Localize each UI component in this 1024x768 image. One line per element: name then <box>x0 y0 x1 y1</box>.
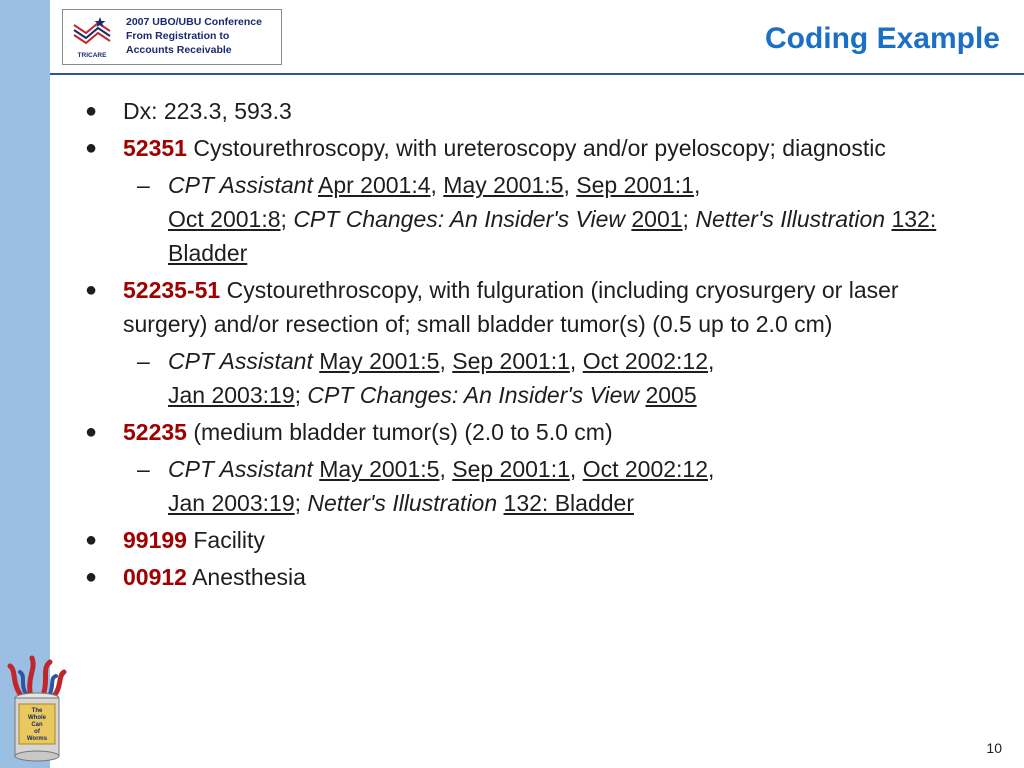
reference-link[interactable]: May 2001:5 <box>319 348 440 374</box>
left-sidebar-band <box>0 0 50 768</box>
cpt-assistant-label: CPT Assistant <box>168 172 313 198</box>
tricare-emblem-icon <box>68 13 116 61</box>
reference-link[interactable]: Sep 2001:1 <box>452 456 570 482</box>
reference-link[interactable]: 2005 <box>645 382 697 408</box>
bullet-item-52235-51 <box>85 273 955 341</box>
bullet-text: Cystourethroscopy, with fulguration (including cryosurgery or laser surgery) and/or resection of; small bladder tumor(s) (0.5 up to 2.0 cm) <box>123 277 899 337</box>
slide-title: Coding Example <box>764 22 1000 55</box>
logo-line-1: 2007 UBO/UBU Conference <box>126 16 262 28</box>
logo-line-2: From Registration to <box>126 30 230 42</box>
emblem-text: TRICARE <box>77 52 107 59</box>
reference-item-52235: – CPT Assistant May 2001:5, Sep 2001:1, Oct 2002:12, Jan 2003:19; Netter's Illustration 132: Bladder <box>85 452 955 520</box>
cpt-code: 52235 <box>123 419 187 445</box>
bullet-dot-icon: ● <box>85 566 98 588</box>
title-divider <box>50 73 1024 75</box>
mascot-text-5: Worms <box>26 736 48 742</box>
reference-link[interactable]: 132: Bladder <box>503 490 634 516</box>
bullet-text: Dx: 223.3, 593.3 <box>123 98 292 124</box>
reference-link[interactable]: 2001 <box>631 206 683 232</box>
bullet-text: (medium bladder tumor(s) (2.0 to 5.0 cm) <box>186 419 613 445</box>
bullet-dot-icon: ● <box>85 529 98 551</box>
page-number: 10 <box>986 740 1002 756</box>
dash-marker: – <box>137 348 150 374</box>
cpt-code: 00912 <box>123 564 187 590</box>
slide-content <box>85 94 955 597</box>
cpt-assistant-label: CPT Assistant <box>168 456 313 482</box>
cpt-assistant-label: CPT Assistant <box>168 348 313 374</box>
bullet-item-52235 <box>85 415 955 449</box>
cpt-code: 99199 <box>123 527 187 553</box>
bullet-item-99199 <box>85 523 955 557</box>
mascot-text-2: Whole <box>28 715 46 721</box>
reference-link[interactable]: 132: Bladder <box>168 206 937 266</box>
logo-line-3: Accounts Receivable <box>126 44 232 56</box>
netter-label: Netter's Illustration <box>695 206 886 232</box>
reference-link[interactable]: Apr 2001:4 <box>317 172 431 198</box>
bullet-dot-icon: ● <box>85 100 98 122</box>
reference-link[interactable]: Oct 2002:12 <box>582 456 708 482</box>
can-of-worms-icon <box>6 654 68 762</box>
bullet-text: Cystourethroscopy, with ureteroscopy and/or pyeloscopy; diagnostic <box>186 135 886 161</box>
bullet-item-dx <box>85 94 955 128</box>
bullet-text: Facility <box>186 527 265 553</box>
mascot-text-3: Can <box>31 722 43 728</box>
netter-label: Netter's Illustration <box>307 490 498 516</box>
bullet-item-00912 <box>85 560 955 594</box>
reference-link[interactable]: May 2001:5 <box>443 172 564 198</box>
cpt-code: 52235-51 <box>123 277 221 303</box>
reference-link[interactable]: May 2001:5 <box>319 456 440 482</box>
reference-link[interactable]: Sep 2001:1 <box>576 172 694 198</box>
bullet-text: Anesthesia <box>186 564 306 590</box>
cpt-code: 52351 <box>123 135 187 161</box>
bullet-dot-icon: ● <box>85 279 98 301</box>
bullet-dot-icon: ● <box>85 421 98 443</box>
reference-link[interactable]: Sep 2001:1 <box>452 348 570 374</box>
logo-text <box>126 15 262 57</box>
mascot-text-1: The <box>31 708 43 714</box>
bullet-item-52351 <box>85 131 955 165</box>
reference-link[interactable]: Jan 2003:19 <box>168 382 295 408</box>
cpt-changes-label: CPT Changes: An Insider's View <box>293 206 625 232</box>
reference-link[interactable]: Jan 2003:19 <box>168 490 295 516</box>
reference-link[interactable]: Oct 2001:8 <box>168 206 281 232</box>
reference-item-52351: – CPT Assistant Apr 2001:4, May 2001:5, Sep 2001:1, Oct 2001:8; CPT Changes: An Insider's View 2001; Netter's Illustration 132: Bladder <box>85 168 955 270</box>
dash-marker: – <box>137 172 150 198</box>
cpt-changes-label: CPT Changes: An Insider's View <box>307 382 640 408</box>
mascot-text-4: of <box>34 729 40 735</box>
reference-link[interactable]: Oct 2002:12 <box>582 348 708 374</box>
reference-item-52235-51: – CPT Assistant May 2001:5, Sep 2001:1, Oct 2002:12, Jan 2003:19; CPT Changes: An Insider's View 2005 <box>85 344 955 412</box>
dash-marker: – <box>137 456 150 482</box>
bullet-dot-icon: ● <box>85 137 98 159</box>
conference-logo <box>62 9 282 65</box>
